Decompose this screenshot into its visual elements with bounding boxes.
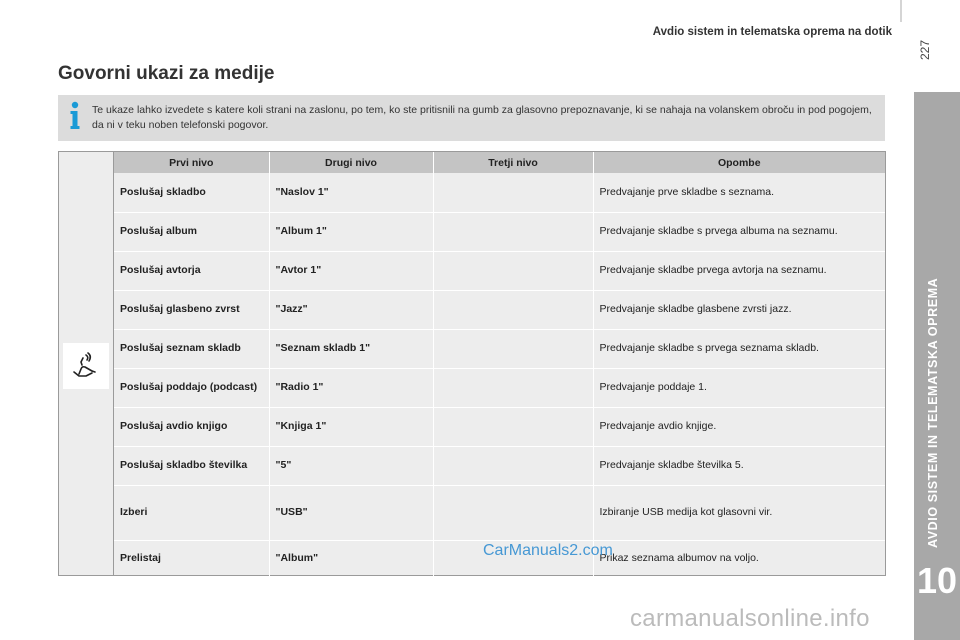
watermark-carmanualsonline: carmanualsonline.info [630,605,870,632]
voice-recognition-icon-box [63,343,109,389]
icon-column [59,152,114,575]
info-icon [68,101,82,131]
table-row [114,173,885,212]
cell-third-level [433,173,593,212]
cell-note: Predvajanje skladbe prvega avtorja na seznamu. [593,251,885,290]
col-header-second-level: Drugi nivo [269,152,433,173]
running-header: Avdio sistem in telematska oprema na dotik [652,26,892,38]
table-row [114,368,885,407]
cell-third-level [433,329,593,368]
cell-note: Predvajanje skladbe glasbene zvrsti jazz. [593,290,885,329]
cell-second-level: "Knjiga 1" [269,407,433,446]
cell-first-level: Poslušaj avdio knjigo [114,407,269,446]
section-title: Govorni ukazi za medije [58,63,275,84]
info-note [58,95,885,141]
col-header-notes: Opombe [593,152,885,173]
table-row [114,485,885,540]
cell-note: Predvajanje poddaje 1. [593,368,885,407]
watermark-carmanuals2: CarManuals2.com [483,542,613,559]
cell-second-level: "Naslov 1" [269,173,433,212]
table-row [114,329,885,368]
cell-second-level: "Seznam skladb 1" [269,329,433,368]
cell-third-level [433,446,593,485]
table-row [114,446,885,485]
cell-note: Prikaz seznama albumov na voljo. [599,551,759,564]
commands-grid [114,152,885,576]
cell-note: Predvajanje avdio knjige. [593,407,885,446]
cell-first-level: Prelistaj [114,540,269,576]
cell-first-level: Poslušaj skladbo [114,173,269,212]
cell-second-level: "Jazz" [269,290,433,329]
voice-commands-table [58,151,886,576]
table-row [114,212,885,251]
cell-first-level: Poslušaj album [114,212,269,251]
table-header-row [114,152,885,173]
cell-third-level [433,407,593,446]
col-header-first-level: Prvi nivo [114,152,269,173]
table-row [114,290,885,329]
cell-second-level: "5" [269,446,433,485]
chapter-number: 10 [916,560,958,601]
cell-first-level: Poslušaj poddajo (podcast) [114,368,269,407]
cell-first-level: Poslušaj glasbeno zvrst [114,290,269,329]
cell-first-level: Poslušaj avtorja [114,251,269,290]
info-text: Te ukaze lahko izvedete s katere koli strani na zaslonu, po tem, ko ste pritisnili na gumb za glasovno prepoznavanje, ki se nahaja na volanskem obroču in pod pogojem, da ni v teku noben telefonski pogovor. [92,104,872,131]
voice-command-icon [70,350,102,382]
cell-note: Predvajanje prve skladbe s seznama. [593,173,885,212]
cell-note: Predvajanje skladbe s prvega albuma na seznamu. [593,212,885,251]
page-number: 227 [918,39,932,60]
cell-second-level: "USB" [269,485,433,540]
cell-first-level: Poslušaj seznam skladb [114,329,269,368]
table-row [114,407,885,446]
cell-note: Predvajanje skladbe številka 5. [593,446,885,485]
cell-second-level: "Avtor 1" [269,251,433,290]
cell-second-level: "Album 1" [269,212,433,251]
cell-second-level: "Album" [269,540,433,576]
cell-first-level: Poslušaj skladbo številka [114,446,269,485]
table-row [114,251,885,290]
cell-third-level [433,251,593,290]
cell-third-level [433,485,593,540]
chapter-tab-label: AVDIO SISTEM IN TELEMATSKA OPREMA [926,277,940,548]
cell-note: Izbiranje USB medija kot glasovni vir. [593,485,885,540]
cell-third-level [433,290,593,329]
cell-third-level [433,212,593,251]
cell-third-level [433,368,593,407]
cell-second-level: "Radio 1" [269,368,433,407]
header-divider [900,0,902,22]
cell-note: Predvajanje skladbe s prvega seznama skladb. [593,329,885,368]
cell-first-level: Izberi [114,485,269,540]
col-header-third-level: Tretji nivo [433,152,593,173]
